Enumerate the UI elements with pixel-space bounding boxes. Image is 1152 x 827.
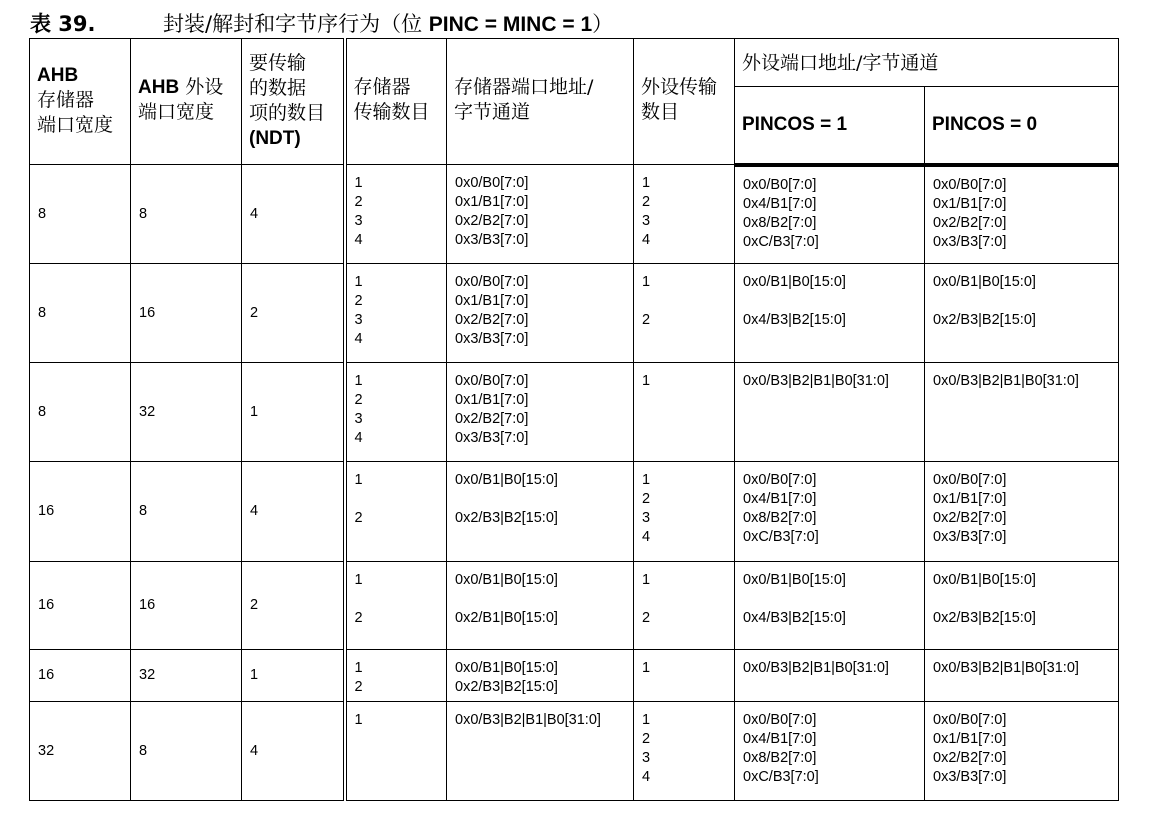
cell-pincos-0 [925,363,1119,462]
cell-per-count-line: 4 [642,232,651,248]
cell-ndt: 1 [242,363,345,462]
cell-mem-count-line [355,590,439,609]
cell-pincos-1 [735,650,925,702]
cell-mem-count [345,264,447,363]
cell-mem-count [345,562,447,650]
cell-pincos-1 [735,165,925,264]
cell-per-count-line: 2 [642,610,651,626]
cell-mem-addr [447,702,634,801]
cell-pincos-1-line: 0x4/B3|B2[15:0] [743,610,846,626]
cell-mem-addr-line [455,490,625,509]
cell-per-count-line: 3 [642,750,651,766]
header-mem-count [345,39,447,165]
cell-mem-count-line: 2 [354,293,363,309]
cell-mem-count [345,165,447,264]
cell-per-width: 32 [131,650,242,702]
cell-per-width: 16 [131,264,242,363]
cell-pincos-1-line: 0x8/B2[7:0] [743,510,817,526]
cell-per-count-line: 1 [642,472,651,488]
cell-mem-addr-line: 0x2/B3|B2[15:0] [455,510,558,526]
cell-pincos-0 [925,165,1119,264]
cell-mem-addr-line: 0x1/B1[7:0] [455,194,529,210]
cell-pincos-0-line: 0x1/B1[7:0] [933,491,1007,507]
header-per-count-line-2: 数目 [641,101,680,123]
header-mem-count-line-1: 存储器 [353,76,411,98]
cell-pincos-1-line: 0x0/B3|B2|B1|B0[31:0] [743,373,889,389]
cell-pincos-1 [735,562,925,650]
cell-pincos-0-line: 0x3/B3[7:0] [933,769,1007,785]
cell-mem-addr-line: 0x0/B0[7:0] [455,274,529,290]
cell-pincos-0-line [933,292,1110,311]
header-mem-addr-line-2: 字节通道 [454,101,531,123]
cell-mem-addr-line: 0x1/B1[7:0] [455,293,529,309]
cell-mem-addr-line: 0x3/B3[7:0] [455,232,529,248]
cell-mem-addr [447,363,634,462]
cell-pincos-1-line: 0x0/B0[7:0] [743,472,817,488]
cell-per-width: 16 [131,562,242,650]
cell-pincos-0-line: 0x0/B0[7:0] [933,472,1007,488]
cell-per-count-line: 3 [642,213,651,229]
cell-mem-count-line [355,490,439,509]
cell-mem-count-line: 3 [354,411,363,427]
cell-pincos-1-line: 0x0/B0[7:0] [743,176,817,193]
header-mem-addr [447,39,634,165]
table-row [30,702,1119,801]
header-per-width [131,39,242,165]
cell-pincos-0 [925,702,1119,801]
cell-mem-count-line: 1 [354,472,363,488]
table-title-suffix: ） [592,12,614,36]
cell-mem-addr-line: 0x0/B3|B2|B1|B0[31:0] [455,712,601,728]
table-title-prefix: 封装/解封和字节序行为（位 [163,12,429,36]
table-number: 表 39. [30,12,96,36]
cell-pincos-1 [735,264,925,363]
cell-mem-addr-line [455,590,625,609]
table-row [30,462,1119,562]
cell-per-count-line: 2 [642,731,651,747]
cell-per-count-line [642,292,726,311]
cell-pincos-1-line: 0x8/B2[7:0] [743,214,817,231]
table-title [163,8,613,38]
cell-pincos-1-line: 0x4/B1[7:0] [743,731,817,747]
cell-mem-count-line: 2 [354,610,363,626]
cell-mem-count-line: 2 [354,510,363,526]
cell-mem-addr [447,264,634,363]
cell-mem-count-line: 3 [354,312,363,328]
cell-mem-addr-line: 0x3/B3[7:0] [455,430,529,446]
cell-mem-count [345,702,447,801]
cell-mem-count-line: 1 [354,572,363,588]
cell-mem-addr-line: 0x2/B2[7:0] [455,312,529,328]
header-per-width-line-1: 外设 [179,76,224,98]
cell-pincos-1 [735,462,925,562]
cell-per-count [634,650,735,702]
cell-pincos-1-line: 0xC/B3[7:0] [743,233,819,250]
cell-pincos-0-line: 0x2/B3|B2[15:0] [933,610,1036,626]
header-ndt-line-3: 项的数目 [249,102,326,124]
cell-pincos-0 [925,562,1119,650]
cell-mem-addr [447,650,634,702]
cell-mem-count-line: 1 [354,660,363,676]
cell-pincos-1-line: 0x4/B3|B2[15:0] [743,312,846,328]
cell-pincos-1-line: 0x0/B1|B0[15:0] [743,572,846,588]
cell-pincos-1-line: 0x4/B1[7:0] [743,491,817,507]
cell-pincos-1-line [743,590,916,609]
header-mem-count-line-2: 传输数目 [353,101,430,123]
packing-table [29,38,1119,801]
cell-mem-addr [447,562,634,650]
cell-pincos-1-line: 0xC/B3[7:0] [743,769,819,785]
cell-mem-count-line: 3 [354,213,363,229]
cell-mem-addr-line: 0x0/B1|B0[15:0] [455,572,558,588]
cell-mem-addr-line: 0x2/B1|B0[15:0] [455,610,558,626]
cell-per-width: 8 [131,702,242,801]
header-mem-width-line-2: 存储器 [37,89,95,111]
header-pincos-0: PINCOS = 0 [925,87,1119,165]
header-mem-width-line-3: 端口宽度 [37,114,114,136]
header-mem-width-line-1: AHB [37,65,79,86]
cell-pincos-1-line: 0x0/B1|B0[15:0] [743,274,846,290]
cell-pincos-0-line: 0x3/B3[7:0] [933,233,1007,250]
cell-pincos-1 [735,702,925,801]
cell-per-count-line: 2 [642,312,651,328]
table-title-bold: PINC = MINC = 1 [428,13,593,36]
cell-per-count [634,562,735,650]
cell-mem-count-line: 1 [354,175,363,191]
cell-mem-width: 16 [30,650,131,702]
cell-ndt: 2 [242,562,345,650]
header-mem-addr-line-1: 存储器端口地址/ [454,76,594,98]
cell-pincos-1-line: 0xC/B3[7:0] [743,529,819,545]
cell-pincos-0-line: 0x2/B2[7:0] [933,510,1007,526]
cell-mem-count-line: 1 [354,712,363,728]
cell-mem-width: 16 [30,562,131,650]
table-body [30,165,1119,801]
cell-pincos-0-line: 0x0/B3|B2|B1|B0[31:0] [933,660,1079,676]
cell-per-count-line: 1 [642,712,651,728]
cell-pincos-1-line: 0x8/B2[7:0] [743,750,817,766]
cell-mem-count [345,650,447,702]
cell-per-count [634,363,735,462]
cell-mem-addr-line: 0x0/B0[7:0] [455,373,529,389]
cell-mem-count-line: 2 [354,194,363,210]
cell-per-count-line: 1 [642,660,651,676]
cell-pincos-0-line [933,590,1110,609]
header-ndt-line-4: (NDT) [249,128,301,149]
cell-mem-width: 8 [30,363,131,462]
table-row [30,650,1119,702]
cell-per-count-line: 2 [642,194,651,210]
cell-per-width: 8 [131,462,242,562]
cell-pincos-0 [925,462,1119,562]
cell-ndt: 4 [242,165,345,264]
cell-per-count-line: 1 [642,572,651,588]
cell-pincos-0-line: 0x0/B3|B2|B1|B0[31:0] [933,373,1079,389]
cell-pincos-0-line: 0x0/B0[7:0] [933,712,1007,728]
cell-mem-width: 8 [30,264,131,363]
cell-ndt: 2 [242,264,345,363]
cell-mem-count-line: 4 [354,232,363,248]
header-per-addr-group: 外设端口地址/字节通道 [735,39,1119,87]
cell-per-width: 8 [131,165,242,264]
cell-mem-count-line: 4 [354,331,363,347]
cell-pincos-0-line: 0x3/B3[7:0] [933,529,1007,545]
cell-pincos-1-line: 0x0/B0[7:0] [743,712,817,728]
cell-mem-width: 16 [30,462,131,562]
cell-pincos-0-line: 0x0/B0[7:0] [933,176,1007,193]
cell-pincos-1-line [743,292,916,311]
cell-mem-count [345,462,447,562]
header-per-width-ahb: AHB [138,77,180,98]
cell-pincos-0 [925,264,1119,363]
header-ndt-line-2: 的数据 [249,77,307,99]
cell-pincos-0-line: 0x1/B1[7:0] [933,195,1007,212]
cell-per-count-line: 2 [642,491,651,507]
cell-mem-width: 32 [30,702,131,801]
cell-pincos-1-line: 0x0/B3|B2|B1|B0[31:0] [743,660,889,676]
cell-per-count [634,702,735,801]
cell-mem-count-line: 1 [354,274,363,290]
header-per-count-line-1: 外设传输 [641,76,718,98]
cell-mem-count-line: 2 [354,679,363,695]
cell-per-count-line: 3 [642,510,651,526]
table-row [30,562,1119,650]
cell-per-count-line: 4 [642,529,651,545]
cell-per-count-line: 4 [642,769,651,785]
header-mem-width [30,39,131,165]
header-per-count [634,39,735,165]
table-row [30,264,1119,363]
cell-per-count-line [642,590,726,609]
cell-per-count [634,264,735,363]
cell-mem-addr [447,462,634,562]
cell-ndt: 4 [242,462,345,562]
cell-pincos-0-line: 0x2/B2[7:0] [933,214,1007,231]
cell-per-count [634,165,735,264]
header-per-width-line-2: 端口宽度 [138,101,215,123]
cell-ndt: 1 [242,650,345,702]
cell-per-width: 32 [131,363,242,462]
header-ndt [242,39,345,165]
cell-mem-count-line: 4 [354,430,363,446]
cell-mem-count-line: 2 [354,392,363,408]
cell-pincos-1 [735,363,925,462]
cell-mem-addr-line: 0x1/B1[7:0] [455,392,529,408]
cell-ndt: 4 [242,702,345,801]
cell-per-count [634,462,735,562]
cell-mem-addr [447,165,634,264]
table-row [30,165,1119,264]
cell-pincos-0-line: 0x1/B1[7:0] [933,731,1007,747]
cell-pincos-0 [925,650,1119,702]
cell-per-count-line: 1 [642,274,651,290]
cell-mem-addr-line: 0x0/B1|B0[15:0] [455,660,558,676]
header-ndt-line-1: 要传输 [249,52,307,74]
cell-pincos-0-line: 0x2/B2[7:0] [933,750,1007,766]
cell-pincos-1-line: 0x4/B1[7:0] [743,195,817,212]
cell-pincos-0-line: 0x2/B3|B2[15:0] [933,312,1036,328]
cell-mem-addr-line: 0x0/B1|B0[15:0] [455,472,558,488]
cell-mem-addr-line: 0x2/B2[7:0] [455,411,529,427]
cell-pincos-0-line: 0x0/B1|B0[15:0] [933,572,1036,588]
table-caption [30,8,614,38]
cell-pincos-0-line: 0x0/B1|B0[15:0] [933,274,1036,290]
cell-mem-count-line: 1 [354,373,363,389]
cell-mem-count [345,363,447,462]
cell-per-count-line: 1 [642,175,651,191]
table-row [30,363,1119,462]
cell-mem-addr-line: 0x3/B3[7:0] [455,331,529,347]
cell-mem-width: 8 [30,165,131,264]
header-pincos-1: PINCOS = 1 [735,87,925,165]
cell-per-count-line: 1 [642,373,651,389]
cell-mem-addr-line: 0x0/B0[7:0] [455,175,529,191]
cell-mem-addr-line: 0x2/B3|B2[15:0] [455,679,558,695]
cell-mem-addr-line: 0x2/B2[7:0] [455,213,529,229]
